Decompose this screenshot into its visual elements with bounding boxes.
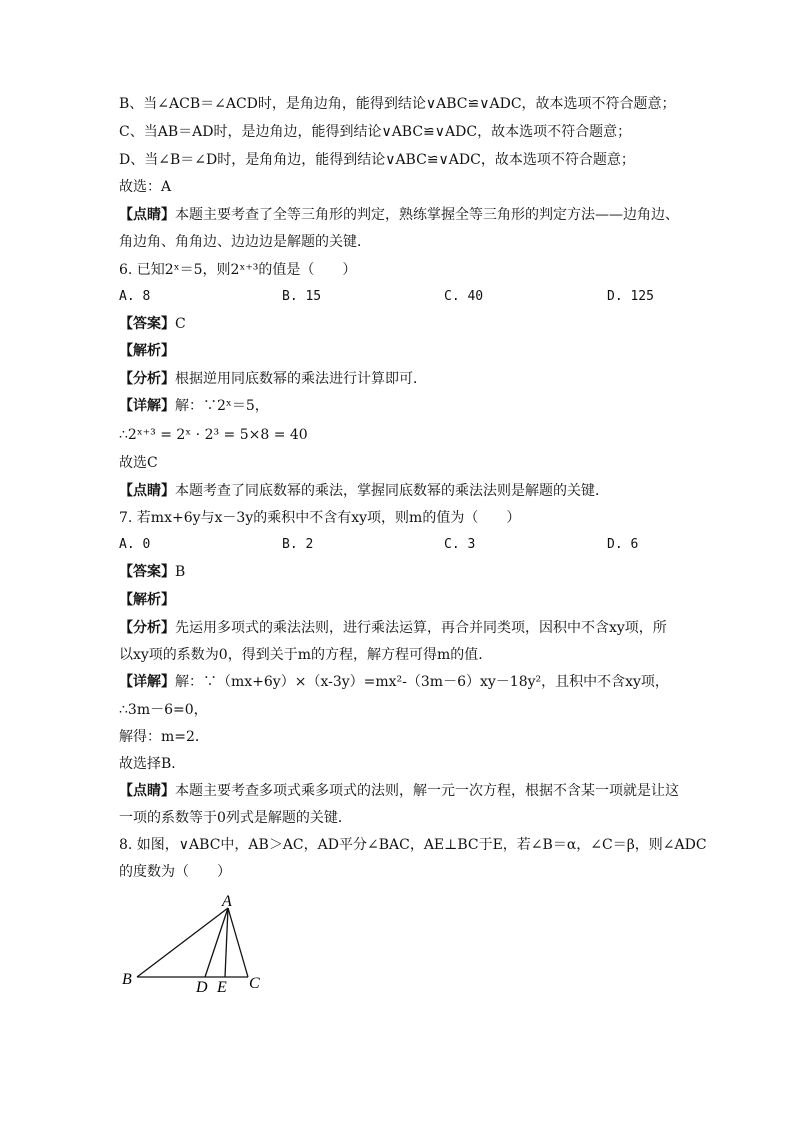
text-span: 先运用多项式的乘法法则，进行乘法运算，再合并同类项，因积中不含xy项，所	[175, 620, 667, 636]
option-a: A. 8	[119, 289, 151, 304]
tag-label: 【点睛】	[119, 207, 175, 223]
text-span: C	[175, 316, 186, 332]
text-line: ∴3m－6=0，	[119, 702, 208, 718]
question-8: 8. 如图，∨ABC中，AB＞AC，AD平分∠BAC，AE⊥BC于E，若∠B＝α，∠C＝β，则∠ADC	[119, 837, 707, 853]
text-line: 故选：A	[119, 179, 172, 195]
tag-label: 【点睛】	[119, 783, 175, 799]
option-b: B. 15	[282, 289, 322, 304]
segment-ad	[205, 908, 228, 977]
tag-label: 【解析】	[119, 592, 175, 608]
text-span: B	[175, 564, 186, 580]
analysis-line	[119, 369, 427, 389]
text-line: C、当AB＝AD时，是边角边，能得到结论∨ABC≌∨ADC，故本选项不符合题意；	[119, 124, 632, 140]
tag-label: 【分析】	[119, 620, 175, 636]
tag-label: 【答案】	[119, 316, 175, 332]
text-line: 故选C	[119, 455, 158, 471]
text-line: B、当∠ACB＝∠ACD时，是角边角，能得到结论∨ABC≌∨ADC，故本选项不符合题意；	[119, 96, 676, 112]
text-line: 一项的系数等于0列式是解题的关键．	[119, 810, 352, 826]
analysis-line	[119, 590, 175, 610]
label-b: B	[122, 971, 132, 988]
detail-line	[119, 396, 269, 416]
option-c: C. 40	[444, 289, 484, 304]
text-line: 的度数为（ ）	[119, 864, 231, 880]
option-c: C. 3	[444, 537, 476, 552]
label-a: A	[222, 893, 232, 910]
text-line: 解得：m=2．	[119, 729, 209, 745]
option-a: A. 0	[119, 537, 151, 552]
detail-line	[119, 672, 669, 692]
triangle-lines	[137, 908, 248, 977]
option-d: D. 125	[607, 289, 654, 304]
text-span: 解：∵（mx+6y）×（x-3y）=mx²-（3m－6）xy－18y²，且积中不含xy项，	[175, 674, 669, 690]
answer-line	[119, 562, 185, 582]
analysis-line	[119, 618, 667, 638]
tag-label: 【答案】	[119, 564, 175, 580]
comment-line	[119, 781, 679, 801]
tag-label: 【解析】	[119, 343, 175, 359]
comment-line	[119, 481, 609, 501]
label-e: E	[217, 979, 227, 996]
tag-label: 【点睛】	[119, 483, 175, 499]
text-span: 本题主要考查了全等三角形的判定，熟练掌握全等三角形的判定方法——边角边、	[175, 207, 679, 223]
text-line: 以xy项的系数为0，得到关于m的方程，解方程可得m的值.	[119, 647, 483, 663]
text-line: D、当∠B＝∠D时，是角角边，能得到结论∨ABC≌∨ADC，故本选项不符合题意；	[119, 152, 635, 168]
option-d: D. 6	[607, 537, 639, 552]
tag-label: 【分析】	[119, 371, 175, 387]
segment-ab	[137, 908, 228, 977]
question-6: 6. 已知2ˣ＝5，则2ˣ⁺³的值是（ ）	[119, 262, 357, 278]
tag-label: 【详解】	[119, 398, 175, 414]
label-c: C	[249, 975, 260, 992]
text-span: 根据逆用同底数幂的乘法进行计算即可．	[175, 371, 427, 387]
answer-line	[119, 314, 186, 334]
equation-line: ∴2ˣ⁺³ = 2ˣ · 2³ = 5×8 = 40	[119, 427, 308, 443]
segment-ae	[225, 908, 228, 977]
option-b: B. 2	[282, 537, 314, 552]
text-span: 解：∵2ˣ＝5，	[175, 398, 269, 414]
analysis-line	[119, 341, 175, 361]
text-line: 角边角、角角边、边边边是解题的关键．	[119, 234, 371, 250]
tag-label: 【详解】	[119, 674, 175, 690]
question-7: 7. 若mx+6y与x－3y的乘积中不含有xy项，则m的值为（ ）	[119, 510, 521, 526]
segment-ac	[228, 908, 248, 977]
comment-line	[119, 205, 679, 225]
text-span: 本题主要考查多项式乘多项式的法则，解一元一次方程，根据不含某一项就是让这	[175, 783, 679, 799]
text-line: 故选择B．	[119, 756, 186, 772]
text-span: 本题考查了同底数幂的乘法，掌握同底数幂的乘法法则是解题的关键．	[175, 483, 609, 499]
label-d: D	[196, 979, 208, 996]
